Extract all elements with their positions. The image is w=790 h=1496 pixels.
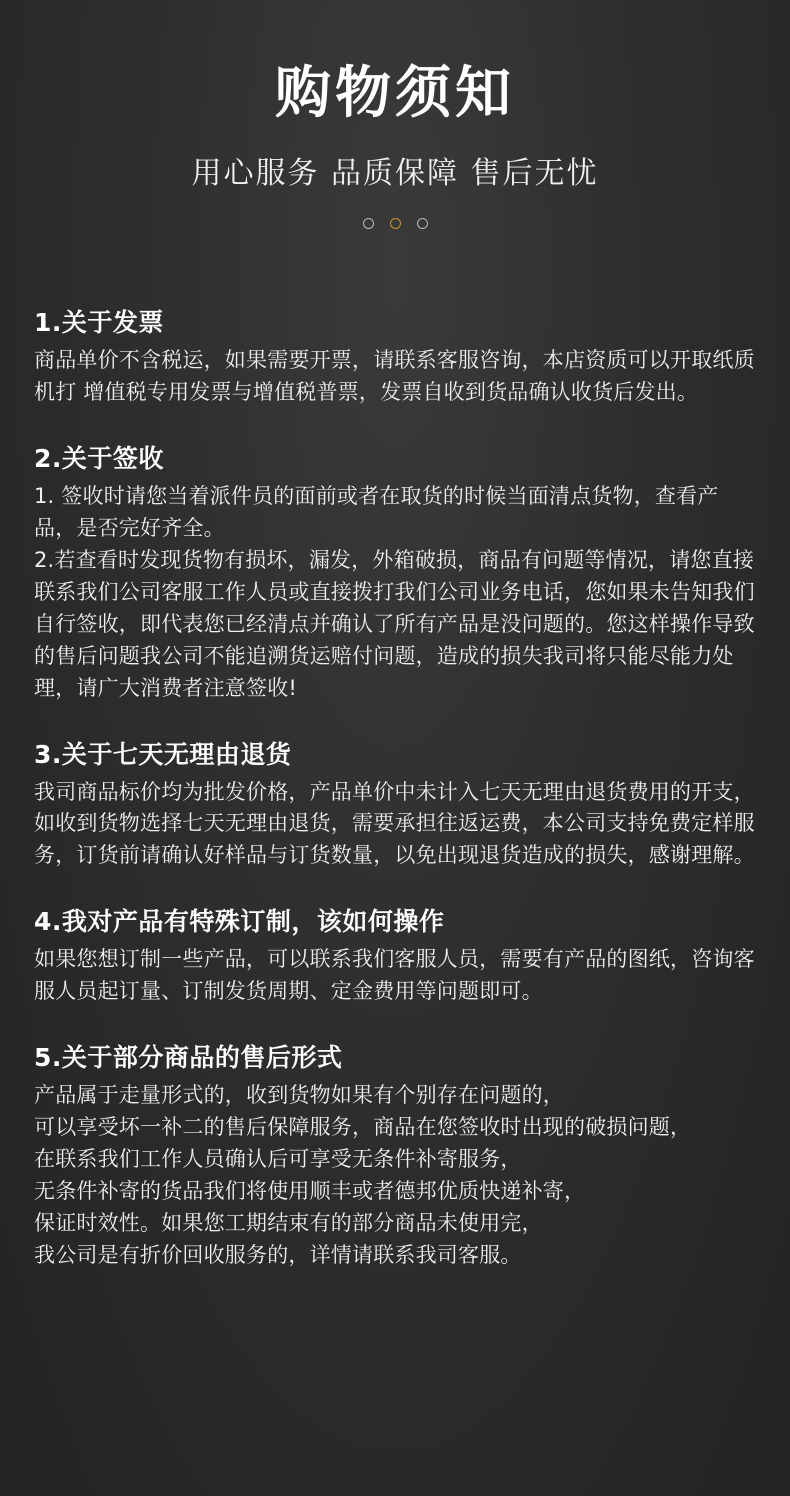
- section-paragraph: 在联系我们工作人员确认后可享受无条件补寄服务，: [34, 1146, 522, 1171]
- section-invoice: [34, 303, 758, 409]
- dot-1-icon: [363, 218, 374, 229]
- dot-3-icon: [417, 218, 428, 229]
- section-paragraph: 1. 签收时请您当着派件员的面前或者在取货的时候当面清点货物，查看产品，是否完好齐全。: [34, 484, 719, 541]
- section-paragraph: 我公司是有折价回收服务的，详情请联系我司客服。: [34, 1242, 522, 1267]
- section-paragraph: 产品属于走量形式的，收到货物如果有个别存在问题的，: [34, 1083, 564, 1108]
- section-paragraph: 可以享受坏一补二的售后保障服务，商品在您签收时出现的破损问题，: [34, 1114, 692, 1139]
- section-title: 3.关于七天无理由退货: [34, 739, 292, 769]
- dot-2-icon: [390, 218, 401, 229]
- section-body: [34, 944, 758, 1008]
- section-seven-day-return: [34, 735, 758, 873]
- page-title: 购物须知: [275, 61, 515, 126]
- page-subtitle: 用心服务 品质保障 售后无忧: [191, 156, 599, 192]
- section-title: 4.我对产品有特殊订制，该如何操作: [34, 907, 445, 937]
- section-paragraph: 2.若查看时发现货物有损坏，漏发，外箱破损，商品有问题等情况，请您直接联系我们公司客服工作人员或直接拨打我们公司业务电话，您如果未告知我们自行签收，即代表您已经清点并确认了所有产品是没问题的。您这样操作导致的售后问题我公司不能追溯货运赔付问题，造成的损失我司将只能尽能力处理，请广大消费者注意签收!: [34, 548, 755, 700]
- section-paragraph: 无条件补寄的货品我们将使用顺丰或者德邦优质快递补寄，: [34, 1178, 586, 1203]
- section-paragraph: 商品单价不含税运，如果需要开票，请联系客服咨询，本店资质可以开取纸质机打 增值税专用发票与增值税普票，发票自收到货品确认收货后发出。: [34, 348, 755, 405]
- section-custom-order: [34, 902, 758, 1008]
- section-signing: [34, 439, 758, 704]
- section-body: [34, 777, 758, 873]
- notice-content: [0, 303, 790, 1271]
- dot-indicator-group: [0, 218, 790, 229]
- section-body: [34, 1080, 758, 1271]
- section-title: 1.关于发票: [34, 308, 164, 338]
- page-header: [0, 0, 790, 229]
- section-title: 5.关于部分商品的售后形式: [34, 1043, 343, 1073]
- section-title: 2.关于签收: [34, 444, 164, 474]
- section-body: [34, 481, 758, 704]
- section-body: [34, 345, 758, 409]
- section-paragraph: 我司商品标价均为批发价格，产品单价中未计入七天无理由退货费用的开支，如收到货物选择七天无理由退货，需要承担往返运费，本公司支持免费定样服务，订货前请确认好样品与订货数量，以免出现退货造成的损失，感谢理解。: [34, 779, 755, 868]
- section-paragraph: 如果您想订制一些产品，可以联系我们客服人员，需要有产品的图纸，咨询客服人员起订量、订制发货周期、定金费用等问题即可。: [34, 947, 755, 1004]
- section-after-sales: [34, 1038, 758, 1271]
- section-paragraph: 保证时效性。如果您工期结束有的部分商品未使用完，: [34, 1210, 543, 1235]
